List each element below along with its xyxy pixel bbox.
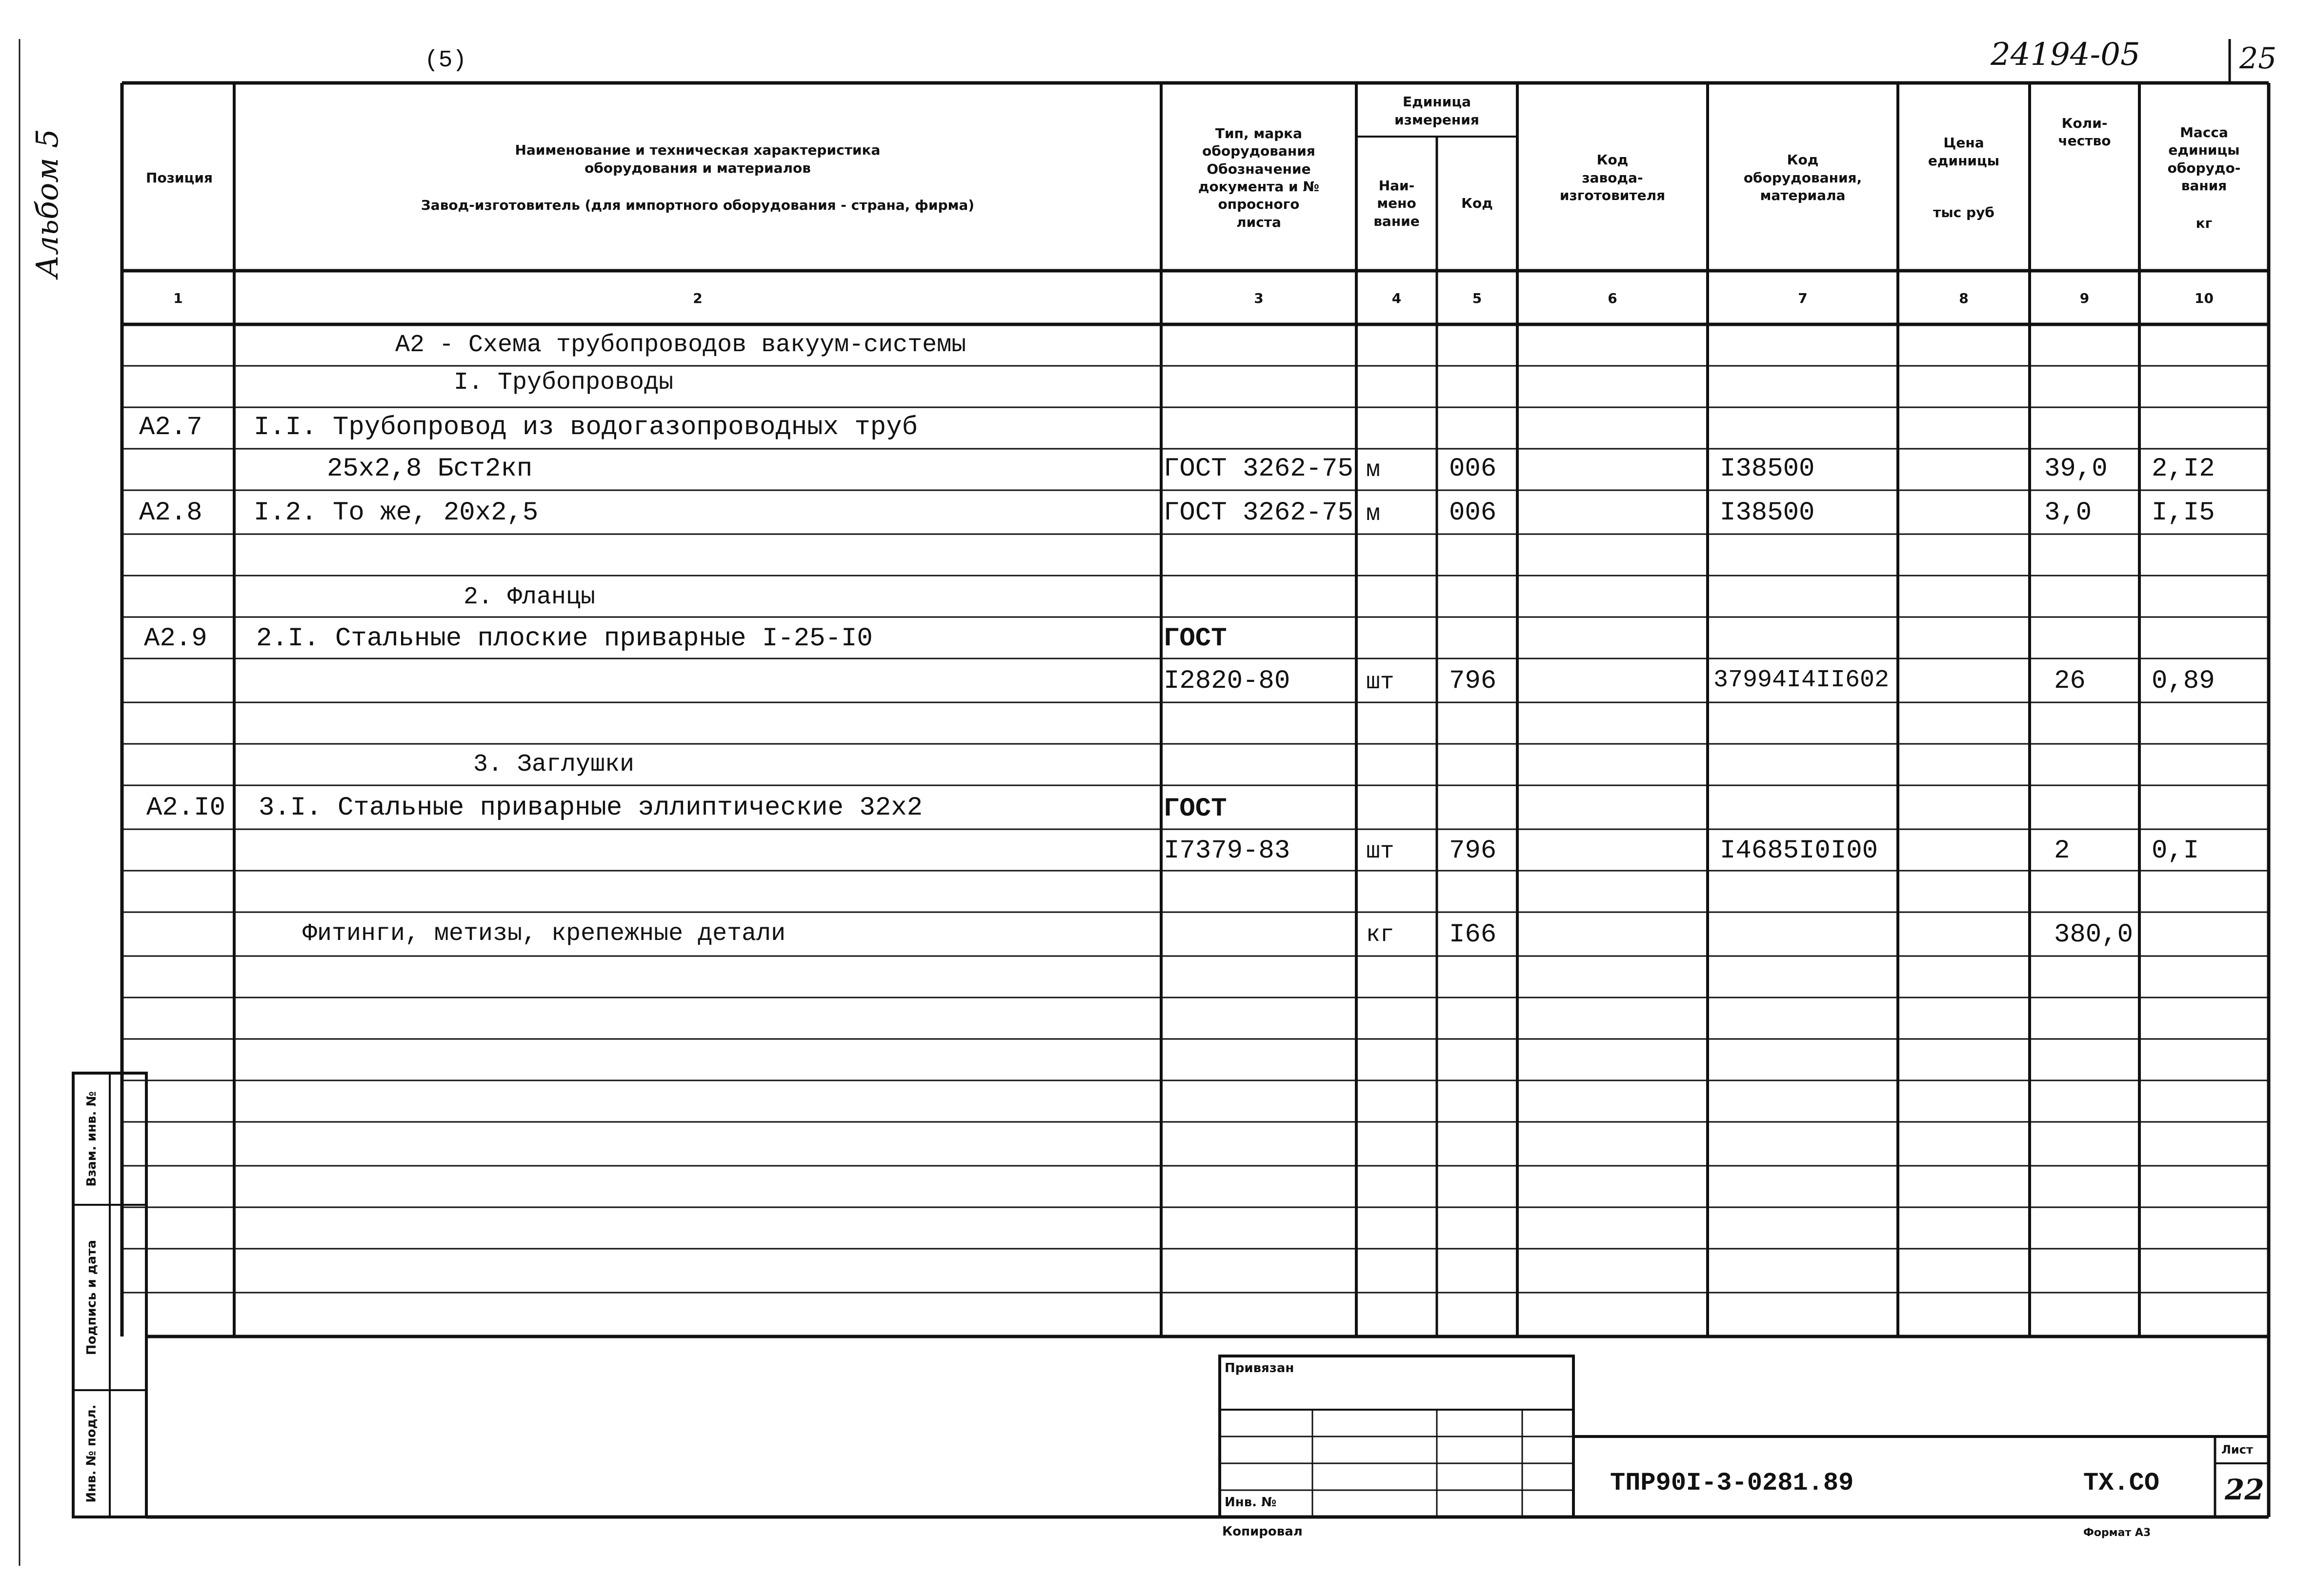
header-unit-code: Код [1461, 195, 1493, 212]
row-unit-code: 796 [1449, 666, 1497, 696]
row-unit-code: I66 [1449, 920, 1497, 950]
stamp-designation: ТПР90I-3-0281.89 [1610, 1469, 1854, 1497]
stamp-sheet-label: Лист [2221, 1443, 2253, 1456]
row-position: А2.8 [139, 498, 202, 528]
header-unit-group: Единица измерения [1394, 94, 1479, 128]
stamp-privyazan: Привязан [1225, 1361, 1294, 1376]
header-name: Наименование и техническая характеристика оборудования и материалов Завод-изготовитель (для импортного оборудования - страна, фирма) [421, 142, 975, 214]
row-unit: м [1366, 457, 1380, 483]
header-mass: Масса единицы оборудо- вания кг [2167, 124, 2241, 231]
album-label: Альбом 5 [29, 129, 65, 278]
row-position: А2.9 [144, 624, 207, 654]
row-equip-code: 37994I4II602 [1713, 666, 1890, 694]
stamp-section: ТХ.СО [2083, 1469, 2160, 1497]
row-name: 3.I. Стальные приварные эллиптические 32х2 [259, 793, 923, 823]
row-type: ГОСТ [1164, 794, 1227, 824]
col-number: 3 [1254, 290, 1264, 307]
header-position: Позиция [146, 169, 213, 186]
row-equip-code: I38500 [1720, 498, 1815, 528]
side-stamp-podpis: Подпись и дата [84, 1239, 100, 1356]
row-name: I.2. То же, 20х2,5 [254, 498, 539, 528]
col-number: 2 [693, 290, 703, 307]
header-price: Цена единицы тыс руб [1928, 135, 2000, 221]
stamp-inv-no: Инв. № [1225, 1495, 1277, 1510]
row-type: ГОСТ 3262-75 [1164, 498, 1353, 528]
stamp-copied: Копировал [1222, 1524, 1303, 1539]
doc-handwritten-number: 24194-05 [1991, 37, 2140, 73]
row-type: I7379-83 [1164, 836, 1290, 866]
row-name: 25х2,8 Бст2кп [327, 454, 533, 484]
row-type: ГОСТ 3262-75 [1164, 454, 1353, 484]
row-position: А2.7 [139, 413, 202, 442]
col-number: 9 [2079, 290, 2090, 307]
row-equip-code: I4685I0I00 [1720, 836, 1878, 866]
row-name: 2.I. Стальные плоские приварные I-25-I0 [256, 624, 873, 654]
row-unit-code: 006 [1449, 454, 1497, 484]
row-equip-code: I38500 [1720, 454, 1815, 484]
header-type: Тип, марка оборудования Обозначение документа и № опросного листа [1198, 125, 1320, 230]
row-type: I2820-80 [1164, 666, 1290, 696]
row-mass: 0,I [2152, 836, 2199, 866]
subsection-title: I. Трубопроводы [454, 369, 674, 397]
col-number: 10 [2195, 290, 2214, 307]
section-title: А2 - Схема трубопроводов вакуум-системы [395, 331, 967, 359]
col-number: 7 [1798, 290, 1808, 307]
header-qty: Коли- чество [2058, 115, 2111, 149]
side-stamp-vzam: Взам. инв. № [84, 1091, 99, 1187]
row-name: I.I. Трубопровод из водогазопроводных труб [254, 413, 918, 442]
row-position: А2.I0 [146, 793, 226, 823]
col-number: 6 [1608, 290, 1617, 307]
col-number: 5 [1472, 290, 1482, 307]
col-number: 4 [1391, 290, 1402, 307]
row-unit: шт [1366, 669, 1394, 696]
stamp-format: Формат А3 [2083, 1527, 2151, 1539]
row-qty: 3,0 [2044, 498, 2092, 528]
top-number: (5) [424, 47, 467, 74]
stamp-sheet-number: 22 [2225, 1473, 2264, 1506]
row-type: ГОСТ [1164, 624, 1227, 654]
row-qty: 26 [2054, 666, 2086, 696]
row-unit-code: 006 [1449, 498, 1497, 528]
row-qty: 39,0 [2044, 454, 2108, 484]
col-number: 8 [1959, 290, 1969, 307]
header-equip-code: Код оборудования, материала [1743, 152, 1862, 204]
side-stamp-inv-podl: Инв. № подл. [84, 1404, 99, 1503]
row-unit: кг [1366, 922, 1394, 948]
row-mass: I,I5 [2152, 498, 2215, 528]
row-name: Фитинги, метизы, крепежные детали [302, 920, 786, 948]
col-number: 1 [173, 290, 183, 307]
row-qty: 2 [2054, 836, 2070, 866]
corner-page-number: 25 [2239, 41, 2277, 76]
header-factory-code: Код завода- изготовителя [1559, 152, 1666, 204]
row-qty: 380,0 [2054, 920, 2134, 950]
subsection-title: 3. Заглушки [473, 751, 635, 778]
subsection-title: 2. Фланцы [463, 583, 596, 611]
row-unit: шт [1366, 838, 1394, 865]
row-mass: 2,I2 [2152, 454, 2215, 484]
row-mass: 0,89 [2152, 666, 2215, 696]
row-unit: м [1366, 501, 1380, 527]
row-unit-code: 796 [1449, 836, 1497, 866]
header-unit-name: Наи- мено вание [1373, 177, 1420, 229]
